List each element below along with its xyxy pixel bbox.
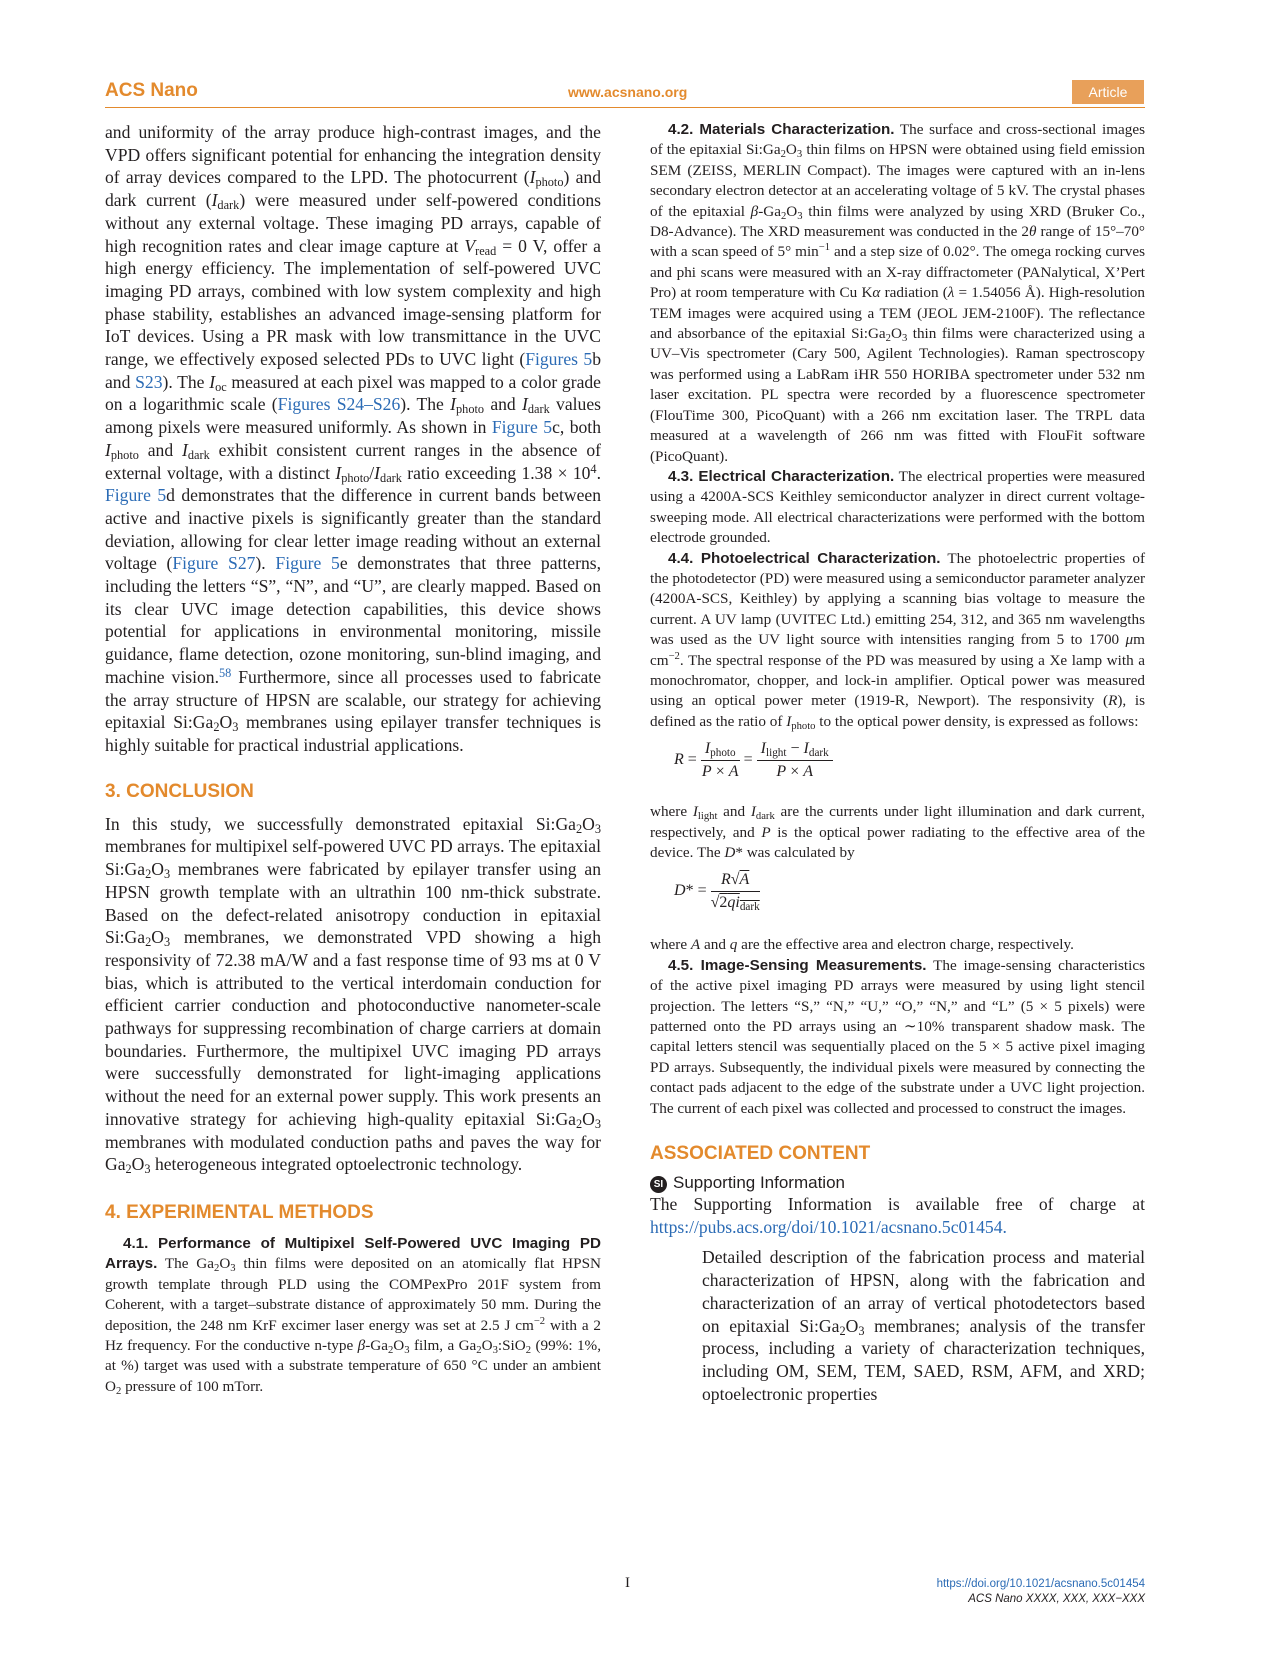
method-4-2-title: 4.2. Materials Characterization. [668,121,895,138]
supporting-info-header [650,1173,1145,1193]
supporting-info-availability [650,1193,1145,1238]
method-4-2: 4.2. Materials Characterization. The surface and cross-sectional images of the epitaxial $Si:Ga_2O_3$ thin films on HPSN were obtained using field emission SEM (ZEISS, MERLIN Compact). The images were captured with an in-lens secondary electron detector at an accelerating voltage of 5 kV. The crystal phases of the epitaxial $\beta-Ga_2O_3$ thin films were analyzed by using XRD (Bruker Co., D8-Advance). The XRD measurement was conducted in the 2θ range of 15°–70° with a scan speed of 5° $\min^{-1}$ and a step size of 0.02°. The omega rocking curves and phi scans were measured with an X-ray diffractometer (PANalytical, X’Pert Pro) at room temperature with Cu Kα radiation (λ = 1.54056 Å). High-resolution TEM images were acquired using a TEM (JEOL JEM-2100F). The reflectance and absorbance of the epitaxial $Si:Ga_2O_3$ thin films were characterized using a UV–Vis spectrometer (Cary 500, Agilent Technologies). Raman spectroscopy was performed using a LabRam iHR 550 HORIBA spectrometer under 532 nm laser excitation. PL spectra were recorded by a fluorescence spectrometer (FlouTime 300, PicoQuant) with a 266 nm excitation laser. The TRPL data measured at a wavelength of 266 nm was fitted with FlouFit software (PicoQuant). [650,121,1146,465]
method-4-1: 4.1. Performance of Multipixel Self-Powered UVC Imaging PD Arrays. The $Ga_2O_3$ thin films were deposited on an atomically flat HPSN growth template through PLD using the COMPexPro 201F system from Coherent, with a target–substrate distance of approximately 50 mm. During the deposition, the 248 nm KrF excimer laser energy was set at 2.5 J $cm^{-2}$ with a 2 Hz frequency. For the conductive n-type $\beta-Ga_2O_3$ film, a $Ga_2O_3:SiO_2$ (99%: 1%, at %) target was used with a substrate temperature of 650 °C under an ambient $O_2$ pressure of 100 mTorr. [105,1234,601,1397]
results-paragraph: and uniformity of the array produce high-contrast images, and the VPD offers significant potential for enhancing the integration density of array devices compared to the LPD. The photocurrent $(I_{photo})$ and dark current $(I_{dark})$ were measured under self-powered conditions without any external voltage. These imaging PD arrays, capable of high recognition rates and clear image capture at $V_{read} = 0$ V, offer a high energy efficiency. The implementation of self-powered UVC imaging PD arrays, combined with low system complexity and high phase stability, establishes an advanced image-sensing platform for IoT devices. Using a PR mask with low transmittance in the UVC range, we effectively exposed selected PDs to UVC light (Figures 5b and S23). The $I_{oc}$ measured at each pixel was mapped to a color grade on a logarithmic scale (Figures S24–S26). The $I_{photo}$ and $I_{dark}$ values among pixels were measured uniformly. As shown in Figure 5c, both $I_{photo}$ and $I_{dark}$ exhibit consistent current ranges in the absence of external voltage, with a distinct $I_{photo}/I_{dark}$ ratio exceeding $1.38 \times 10^4$. Figure 5d demonstrates that the difference in current bands between active and inactive pixels is significantly greater than the standard deviation, allowing for clear letter image reading without an external voltage (Figure S27). Figure 5e demonstrates that three patterns, including the letters “S”, “N”, and “U”, are clearly mapped. Based on its clear UVC image detection capabilities, this device shows potential for applications in environmental monitoring, missile guidance, flame detection, ozone monitoring, sun-blind imaging, and machine vision.$^{58}$ Furthermore, since all processes used to fabricate the array structure of HPSN are scalable, our strategy for achieving epitaxial $Si:Ga_2O_3$ membranes using epilayer transfer techniques is highly suitable for practical industrial applications. [105,122,602,755]
method-4-1-title: 4.1. Performance of Multipixel Self-Powered UVC Imaging PD Arrays. [105,1234,601,1273]
method-4-5: 4.5. Image-Sensing Measurements. The image-sensing characteristics of the active pixel imaging PD arrays were measured by using light stencil projection. The letters “S,” “N,” “U,” “O,” “N,” and “L” (5 × 5 pixels) were patterned onto the PD arrays using an ∼10% transparent shadow mask. The capital letters stencil was sequentially placed on the 5 × 5 active pixel imaging PD arrays. Subsequently, the individual pixels were measured by connecting the contact pads adjacent to the edge of the substrate under a UVC light projection. The current of each pixel was collected and processed to construct the images. [650,956,1145,1117]
supporting-info-link[interactable]: https://pubs.acs.org/doi/10.1021/acsnano.5c01454. [650,1216,1007,1237]
detectivity-equation: D* = $\frac{R√A}{√2qi_{dark}}$ [674,871,760,914]
page-number: I [625,1575,630,1591]
footer-doi-link[interactable]: https://doi.org/10.1021/acsnano.5c01454 [936,1578,1145,1590]
associated-content-heading: ASSOCIATED CONTENT [650,1143,871,1165]
method-4-4-title: 4.4. Photoelectrical Characterization. [668,549,941,567]
article-type-badge: Article [1072,80,1144,104]
journal-name: ACS Nano [105,80,198,101]
supporting-info-title: Supporting Information [673,1173,845,1193]
right-column [650,120,1145,1405]
equation-2-explanation: where A and q are the effective area and electron charge, respectively. [650,936,1074,954]
equation-1-explanation: where $I_{light}$ and $I_{dark}$ are the currents under light illumination and dark current, respectively, and P is the optical power radiating to the effective area of the device. The D* was calculated by [650,803,1145,861]
journal-url[interactable]: www.acsnano.org [568,84,688,100]
method-4-4: 4.4. Photoelectrical Characterization. The photoelectric properties of the photodetector (PD) were measured using a semiconductor parameter analyzer (4200A-SCS, Keithley) by applying a scanning bias voltage to measure the current. A UV lamp (UVITEC Ltd.) emitting 254, 312, and 365 nm wavelengths was used as the UV light source with intensities ranging from 5 to 1700 μm $cm^{-2}$. The spectral response of the PD was measured by using a Xe lamp with a monochromator, chopper, and lock-in amplifier. Optical power was measured using an optical power meter (1919-R, Newport). The responsivity (R), is defined as the ratio of $I_{photo}$ to the optical power density, is expressed as follows: [650,549,1146,732]
conclusion-heading: 3. CONCLUSION [105,780,254,802]
supporting-info-description: Detailed description of the fabrication process and material characterization of HPSN, along with the fabrication and characterization of an array of vertical photodetectors based on epitaxial $Si:Ga_2O_3$ membranes; analysis of the transfer process, including a variety of characterization techniques, including OM, SEM, TEM, SAED, RSM, AFM, and XRD; optoelectronic properties [702,1247,1145,1404]
footer-citation: ACS Nano XXXX, XXX, XXX−XXX [968,1593,1145,1605]
supporting-info-icon: SI [650,1176,667,1193]
method-4-5-title: 4.5. Image-Sensing Measurements. [668,956,927,974]
methods-heading: 4. EXPERIMENTAL METHODS [105,1201,374,1223]
responsivity-equation: R = $\frac{I_{photo}}{P \times A}$ = $\frac{I_{light} - I_{dark}}{P \times A}$ [650,732,1145,802]
method-4-3-title: 4.3. Electrical Characterization. [668,467,895,485]
left-column [105,121,601,1397]
header-rule [105,107,1145,108]
method-4-3: 4.3. Electrical Characterization. The electrical properties were measured using a 4200A-SCS Keithley semiconductor analyzer in direct current voltage-sweeping mode. All electrical characterizations were performed with the bottom electrode grounded. [650,467,1146,547]
conclusion-paragraph: In this study, we successfully demonstrated epitaxial $Si:Ga_2O_3$ membranes for multipixel self-powered UVC PD arrays. The epitaxial $Si:Ga_2O_3$ membranes were fabricated by epilayer transfer using an HPSN growth template with an ultrathin 100 nm-thick substrate. Based on the defect-related anisotropy conduction in epitaxial $Si:Ga_2O_3$ membranes, we demonstrated VPD showing a high responsivity of 72.38 mA/W and a fast response time of 93 ms at 0 V bias, which is attributed to the vertical interdomain conduction for efficient carrier conduction and photoconductive nanometer-scale pathways for suppressing recombination of charge carriers at domain boundaries. Furthermore, the multipixel UVC imaging PD arrays were successfully demonstrated for light-imaging applications without the need for an external power supply. This work presents an innovative strategy for achieving high-quality epitaxial $Si:Ga_2O_3$ membranes with modulated conduction paths and paves the way for $Ga_2O_3$ heterogeneous integrated optoelectronic technology. [105,813,601,1177]
si-availability-text: The Supporting Information is available free of charge at [650,1194,1145,1215]
